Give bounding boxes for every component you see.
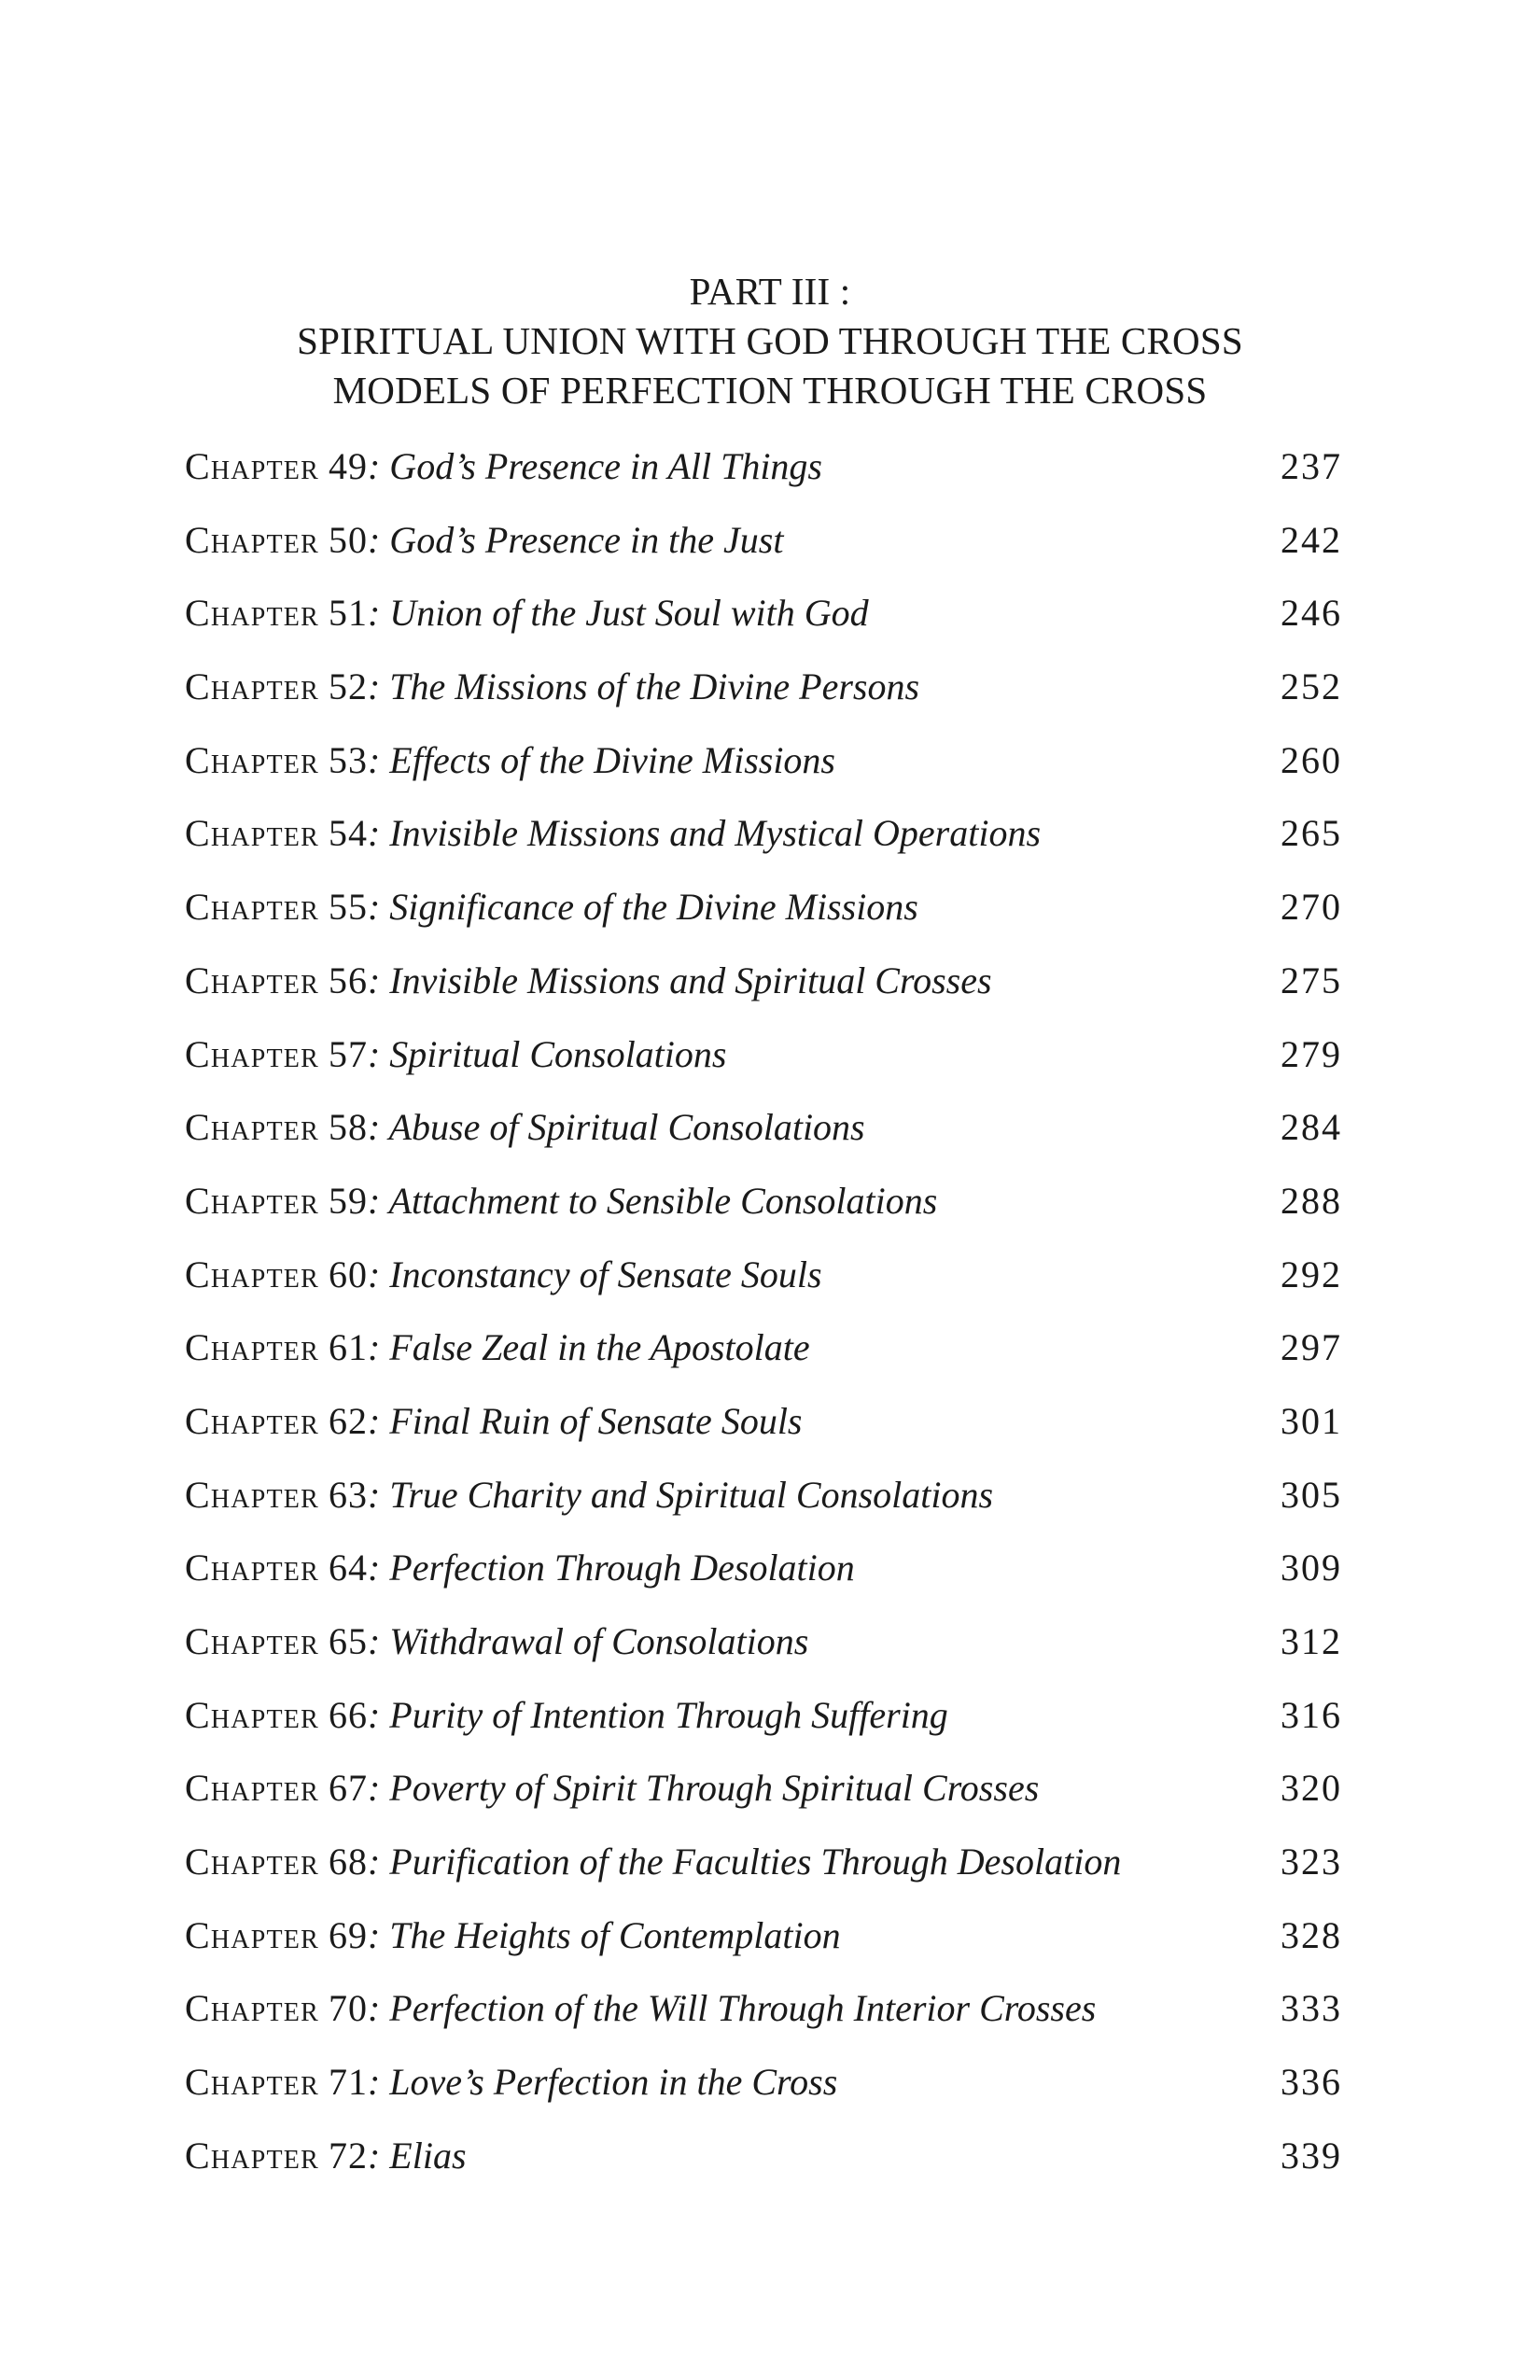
page-number: 242 xyxy=(1281,518,1342,561)
page-number: 309 xyxy=(1281,1547,1342,1589)
toc-entry xyxy=(185,811,1342,885)
chapter-title: : Union of the Just Soul with God xyxy=(367,592,869,635)
chapter-label: Chapter xyxy=(185,1693,319,1736)
chapter-title: : Effects of the Divine Missions xyxy=(367,738,835,781)
page-number: 333 xyxy=(1281,1987,1342,2030)
chapter-number: 60 xyxy=(328,1253,368,1295)
toc-entry xyxy=(185,1913,1342,1987)
part-subtitle-1: SPIRITUAL UNION WITH GOD THROUGH THE CROSS xyxy=(297,319,1243,362)
chapter-title: : Love’s Perfection in the Cross xyxy=(367,2061,838,2104)
part-subtitle-2: MODELS OF PERFECTION THROUGH THE CROSS xyxy=(332,369,1208,412)
chapter-heading xyxy=(185,2060,837,2104)
chapter-title: : The Heights of Contemplation xyxy=(367,1913,841,1956)
toc-entry xyxy=(185,1179,1342,1253)
page-number: 339 xyxy=(1281,2134,1342,2177)
chapter-heading xyxy=(185,1840,1121,1883)
chapter-number: 51 xyxy=(328,592,368,635)
toc-entry xyxy=(185,591,1342,665)
chapter-heading xyxy=(185,1546,855,1589)
chapter-heading xyxy=(185,591,869,635)
chapter-label: Chapter xyxy=(185,1399,319,1442)
chapter-heading xyxy=(185,1913,841,1957)
toc-entry xyxy=(185,885,1342,959)
toc-entry xyxy=(185,1473,1342,1547)
chapter-title: : The Missions of the Divine Persons xyxy=(367,665,920,708)
chapter-heading xyxy=(185,444,822,488)
page-number: 246 xyxy=(1281,592,1342,635)
chapter-number: 49 xyxy=(328,445,368,487)
chapter-title: : God’s Presence in All Things xyxy=(367,445,822,487)
chapter-number: 55 xyxy=(328,886,368,929)
toc-entry xyxy=(185,2134,1342,2207)
chapter-label: Chapter xyxy=(185,1913,319,1956)
toc-entry xyxy=(185,1619,1342,1693)
chapter-label: Chapter xyxy=(185,2134,319,2177)
toc-entry xyxy=(185,1546,1342,1619)
toc-entry xyxy=(185,1253,1342,1326)
chapter-title: : Purification of the Faculties Through Desolation xyxy=(367,1841,1122,1883)
toc-entry xyxy=(185,444,1342,518)
page-number: 312 xyxy=(1281,1620,1342,1662)
toc-entry xyxy=(185,665,1342,738)
chapter-number: 50 xyxy=(328,518,368,561)
chapter-title: : Perfection Through Desolation xyxy=(367,1547,855,1589)
page-number: 297 xyxy=(1281,1326,1342,1369)
chapter-label: Chapter xyxy=(185,1473,319,1516)
chapter-label: Chapter xyxy=(185,738,319,781)
chapter-title: : Invisible Missions and Mystical Operations xyxy=(367,812,1042,855)
chapter-heading xyxy=(185,1032,726,1076)
chapter-label: Chapter xyxy=(185,1106,319,1149)
toc-entry xyxy=(185,2060,1342,2134)
chapter-label: Chapter xyxy=(185,1179,319,1222)
chapter-heading xyxy=(185,518,783,562)
chapter-heading xyxy=(185,1693,948,1737)
page-number: 275 xyxy=(1281,959,1342,1001)
part-header xyxy=(0,267,1540,415)
chapter-label: Chapter xyxy=(185,592,319,635)
toc-entry xyxy=(185,1032,1342,1106)
page-number: 279 xyxy=(1281,1032,1342,1075)
page-number: 336 xyxy=(1281,2061,1342,2104)
toc-entry xyxy=(185,1105,1342,1179)
chapter-label: Chapter xyxy=(185,1032,319,1075)
chapter-heading xyxy=(185,1105,865,1149)
chapter-number: 71 xyxy=(328,2061,368,2104)
chapter-heading xyxy=(185,1325,810,1369)
chapter-title: : God’s Presence in the Just xyxy=(367,518,784,561)
chapter-title: : Purity of Intention Through Suffering xyxy=(367,1693,948,1736)
chapter-heading xyxy=(185,885,918,929)
chapter-label: Chapter xyxy=(185,1253,319,1295)
chapter-label: Chapter xyxy=(185,665,319,708)
part-title: PART III : xyxy=(689,270,851,313)
toc-entry xyxy=(185,1325,1342,1399)
chapter-number: 59 xyxy=(328,1179,368,1222)
page-number: 301 xyxy=(1281,1399,1342,1442)
chapter-heading xyxy=(185,1766,1039,1810)
chapter-number: 52 xyxy=(328,665,368,708)
page-number: 305 xyxy=(1281,1473,1342,1516)
chapter-label: Chapter xyxy=(185,1767,319,1810)
chapter-heading xyxy=(185,1253,822,1296)
chapter-label: Chapter xyxy=(185,886,319,929)
chapter-heading xyxy=(185,959,992,1002)
chapter-number: 53 xyxy=(328,738,368,781)
chapter-number: 54 xyxy=(328,812,368,855)
chapter-number: 68 xyxy=(328,1841,368,1883)
page-number: 260 xyxy=(1281,738,1342,781)
page-number: 316 xyxy=(1281,1693,1342,1736)
chapter-number: 69 xyxy=(328,1913,368,1956)
page-number: 328 xyxy=(1281,1913,1342,1956)
chapter-number: 58 xyxy=(328,1106,368,1149)
chapter-number: 72 xyxy=(328,2134,368,2177)
page-number: 237 xyxy=(1281,445,1342,487)
page-number: 323 xyxy=(1281,1841,1342,1883)
chapter-heading xyxy=(185,665,919,708)
page-number: 320 xyxy=(1281,1767,1342,1810)
chapter-heading xyxy=(185,1473,993,1517)
chapter-label: Chapter xyxy=(185,518,319,561)
chapter-title: : Abuse of Spiritual Consolations xyxy=(367,1106,865,1149)
chapter-heading xyxy=(185,811,1041,855)
toc-entry xyxy=(185,1986,1342,2060)
chapter-label: Chapter xyxy=(185,1841,319,1883)
chapter-number: 57 xyxy=(328,1032,368,1075)
chapter-title: : Significance of the Divine Missions xyxy=(367,886,918,929)
chapter-title: : Elias xyxy=(367,2134,467,2177)
chapter-number: 63 xyxy=(328,1473,368,1516)
toc-entry xyxy=(185,518,1342,592)
chapter-label: Chapter xyxy=(185,1326,319,1369)
toc-entry xyxy=(185,738,1342,812)
table-of-contents xyxy=(185,444,1342,2207)
chapter-title: : Final Ruin of Sensate Souls xyxy=(367,1399,803,1442)
toc-entry xyxy=(185,1399,1342,1473)
chapter-number: 56 xyxy=(328,959,368,1001)
page-number: 252 xyxy=(1281,665,1342,708)
page-number: 284 xyxy=(1281,1106,1342,1149)
chapter-title: : Spiritual Consolations xyxy=(367,1032,727,1075)
chapter-label: Chapter xyxy=(185,1987,319,2030)
page-number: 288 xyxy=(1281,1179,1342,1222)
chapter-number: 65 xyxy=(328,1620,368,1662)
chapter-heading xyxy=(185,2134,467,2177)
chapter-number: 67 xyxy=(328,1767,368,1810)
chapter-heading xyxy=(185,1179,937,1223)
chapter-label: Chapter xyxy=(185,1620,319,1662)
toc-entry xyxy=(185,1766,1342,1840)
chapter-heading xyxy=(185,1619,808,1663)
page-number: 270 xyxy=(1281,886,1342,929)
chapter-heading xyxy=(185,1986,1096,2030)
chapter-title: : Withdrawal of Consolations xyxy=(367,1620,809,1662)
chapter-label: Chapter xyxy=(185,2061,319,2104)
toc-entry xyxy=(185,1840,1342,1913)
chapter-title: : Inconstancy of Sensate Souls xyxy=(367,1253,822,1295)
chapter-heading xyxy=(185,1399,803,1443)
chapter-number: 70 xyxy=(328,1987,368,2030)
chapter-title: : Invisible Missions and Spiritual Crosses xyxy=(367,959,992,1001)
chapter-title: : False Zeal in the Apostolate xyxy=(367,1326,810,1369)
page-number: 292 xyxy=(1281,1253,1342,1295)
chapter-number: 62 xyxy=(328,1399,368,1442)
chapter-title: : Perfection of the Will Through Interior Crosses xyxy=(367,1987,1097,2030)
toc-entry xyxy=(185,959,1342,1032)
chapter-number: 64 xyxy=(328,1547,368,1589)
chapter-label: Chapter xyxy=(185,1547,319,1589)
chapter-title: : Poverty of Spirit Through Spiritual Crosses xyxy=(367,1767,1040,1810)
chapter-number: 61 xyxy=(328,1326,368,1369)
chapter-number: 66 xyxy=(328,1693,368,1736)
chapter-label: Chapter xyxy=(185,812,319,855)
chapter-title: : True Charity and Spiritual Consolations xyxy=(367,1473,994,1516)
toc-entry xyxy=(185,1693,1342,1767)
chapter-label: Chapter xyxy=(185,445,319,487)
chapter-heading xyxy=(185,738,835,782)
page-number: 265 xyxy=(1281,812,1342,855)
chapter-label: Chapter xyxy=(185,959,319,1001)
chapter-title: : Attachment to Sensible Consolations xyxy=(367,1179,938,1222)
